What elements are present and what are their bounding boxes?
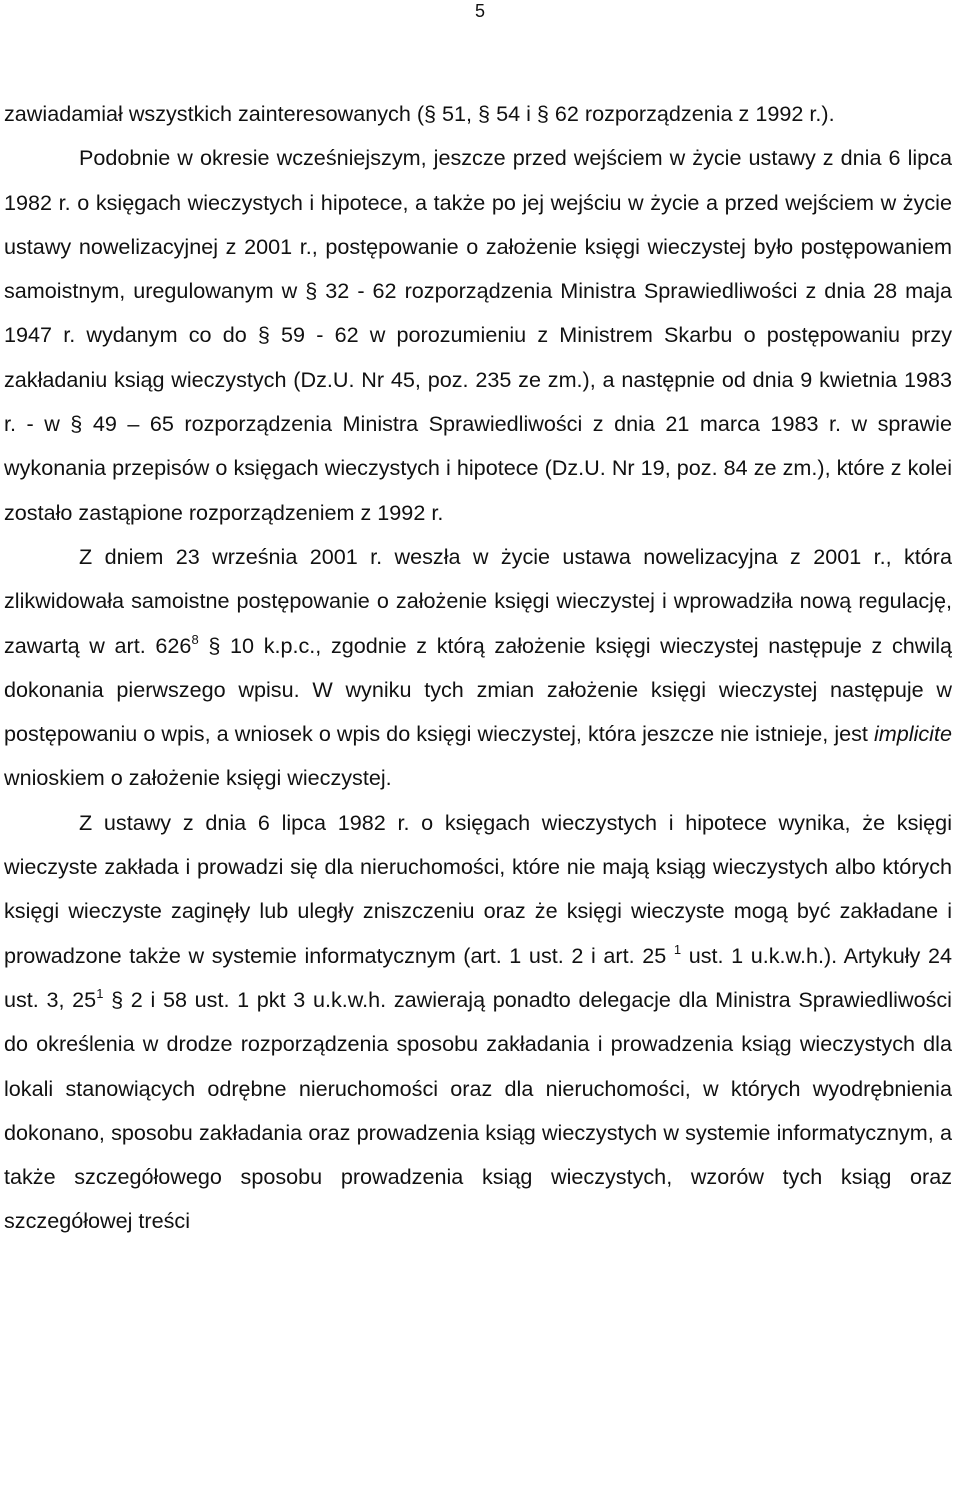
italic-term: implicite bbox=[874, 721, 952, 747]
paragraph-3 bbox=[4, 535, 952, 801]
body-text bbox=[4, 92, 952, 1244]
text-run: Podobnie w okresie wcześniejszym, jeszcze przed wejściem w życie ustawy z dnia 6 lipca 1982 r. o księgach wieczystych i hipotece, a także po jej wejściu w życie a przed wejściem w życie ustawy nowelizacyjnej z 2001 r., postępowanie o założenie księgi wieczystej było postępowaniem samoistnym, uregulowanym w § 32 - 62 rozporządzenia Ministra Sprawiedliwości z dnia 28 maja 1947 r. wydanym co do § 59 - 62 w porozumieniu z Ministrem Skarbu o postępowaniu przy zakładaniu ksiąg wieczystych (Dz.U. Nr 45, poz. 235 ze zm.), a następnie od dnia 9 kwietnia 1983 r. - w § 49 – 65 rozporządzenia Ministra Sprawiedliwości z dnia 21 marca 1983 r. w sprawie wykonania przepisów o księgach wieczystych i hipotece (Dz.U. Nr 19, poz. 84 ze zm.), które z kolei zostało zastąpione rozporządzeniem z 1992 r. bbox=[4, 145, 952, 525]
text-run: § 2 i 58 ust. 1 pkt 3 u.k.w.h. zawierają ponadto delegacje dla Ministra Sprawiedliwości do określenia w drodze rozporządzenia sposobu zakładania i prowadzenia ksiąg wieczystych dla lokali stanowiących odrębne nieruchomości oraz dla nieruchomości, w których wyodrębnienia dokonano, sposobu zakładania oraz prowadzenia ksiąg wieczystych w systemie informatycznym, a także szczegółowego sposobu prowadzenia ksiąg wieczystych, wzorów tych ksiąg oraz szczegółowej treści bbox=[4, 986, 952, 1234]
superscript: 1 bbox=[673, 941, 682, 957]
superscript: 8 bbox=[191, 631, 199, 647]
text-run: ust. 1 u.k.w.h.). Artykuły 24 ust. 3, 25 bbox=[4, 942, 952, 1012]
paragraph-2 bbox=[4, 136, 952, 535]
paragraph-1 bbox=[4, 92, 952, 136]
text-run: wnioskiem o założenie księgi wieczystej. bbox=[4, 765, 392, 791]
text-run: § 10 k.p.c., zgodnie z którą założenie księgi wieczystej następuje z chwilą dokonania pierwszego wpisu. W wyniku tych zmian założenie księgi wieczystej następuje w postępowaniu o wpis, a wniosek o wpis do księgi wieczystej, która jeszcze nie istnieje, jest bbox=[4, 632, 953, 747]
page-number: 5 bbox=[474, 1, 485, 21]
text-run: Z ustawy z dnia 6 lipca 1982 r. o księgach wieczystych i hipotece wynika, że księgi wieczyste zakłada i prowadzi się dla nieruchomości, które nie mają ksiąg wieczystych albo których księgi wieczyste zaginęły lub uległy zniszczeniu oraz że księgi wieczyste mogą być zakładane i prowadzone także w systemie informatycznym (art. 1 ust. 2 i art. 25 bbox=[4, 809, 952, 968]
superscript: 1 bbox=[96, 985, 104, 1001]
text-run: Z dniem 23 września 2001 r. weszła w życie ustawa nowelizacyjna z 2001 r., która zlikwidowała samoistne postępowanie o założenie księgi wieczystej i wprowadziła nową regulację, zawartą w art. 626 bbox=[4, 543, 952, 658]
text-run: zawiadamiał wszystkich zainteresowanych (§ 51, § 54 i § 62 rozporządzenia z 1992 r.). bbox=[4, 101, 835, 126]
paragraph-4 bbox=[4, 801, 952, 1244]
